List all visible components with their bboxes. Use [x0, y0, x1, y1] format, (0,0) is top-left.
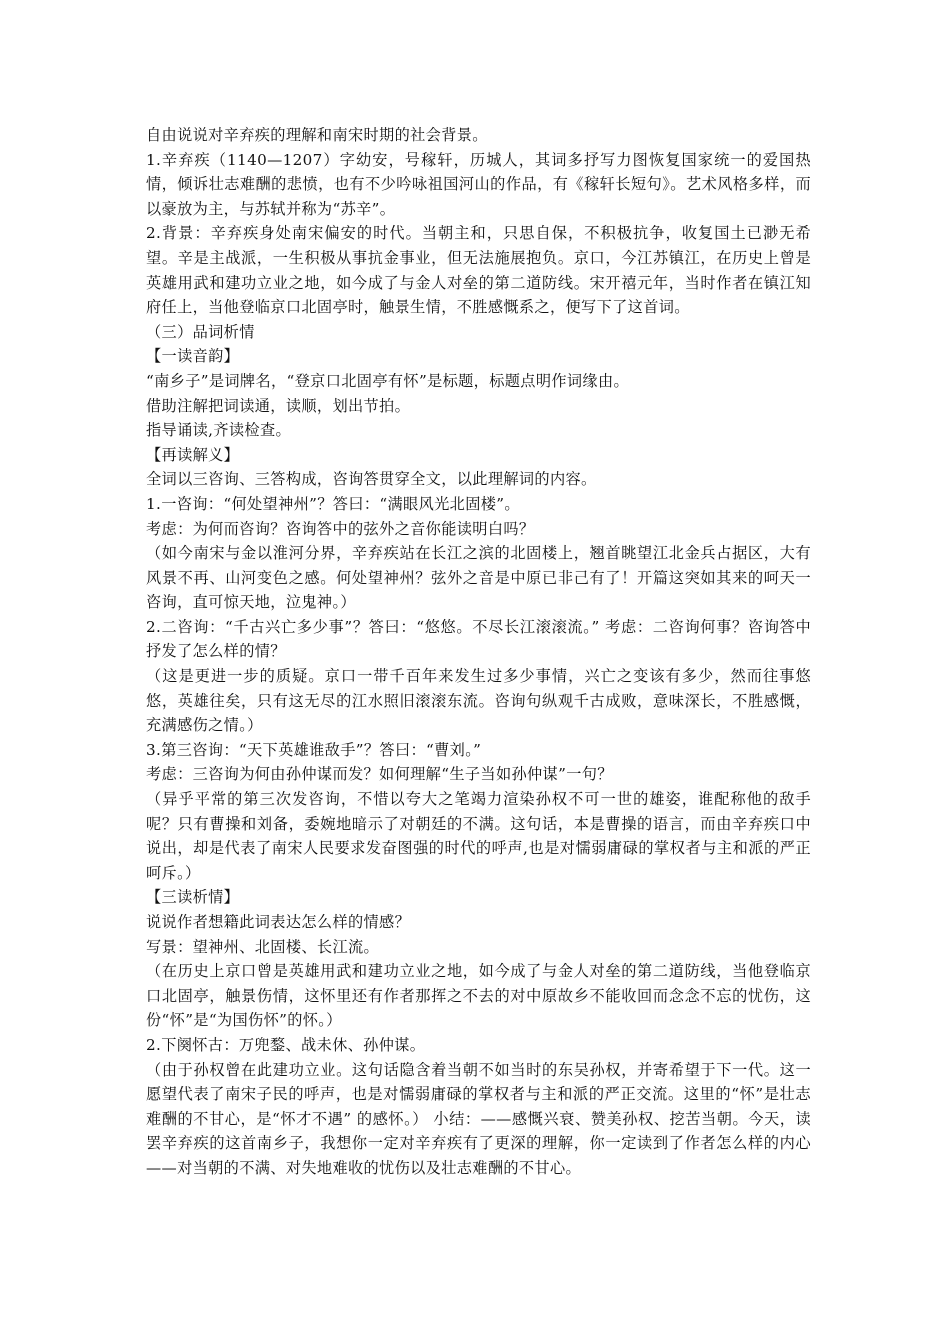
subheading-first-reading: 【一读音韵】: [146, 347, 240, 366]
paragraph-read-through: 借助注解把词读通，读顺，划出节拍。: [146, 396, 411, 415]
paragraph-question-1: 1.一咨询：“何处望神州”？答曰：“满眼风光北固楼”。: [146, 494, 520, 513]
paragraph-question-3: 3.第三咨询：“天下英雄谁敌手”？答曰：“曹刘。”: [146, 740, 482, 759]
paragraph-scenery: 写景：望神州、北固楼、长江流。: [146, 937, 380, 956]
paragraph-answer-2: （这是更进一步的质疑。京口一带千百年来发生过多少事情，兴亡之变该有多少，然而往事悠悠，英雄往矣，只有这无尽的江水照旧滚滚东流。咨询句纵观千古成败，意味深长，不胜感慨，充满感伤之情。）: [146, 667, 811, 735]
subheading-third-reading: 【三读析情】: [146, 888, 240, 907]
paragraph-background: 2.背景：辛弃疾身处南宋偏安的时代。当朝主和，只思自保，不积极抗争，收复国土已渺无希望。辛是主战派，一生积极从事抗金事业，但无法施展抱负。京口，今江苏镇江，在历史上曾是英雄用武和建功立业之地，如今成了与金人对垒的第二道防线。宋开禧元年，当时作者在镇江知府任上，当他登临京口北固亭时，触景生情，不胜感慨系之，便写下了这首词。: [146, 224, 811, 317]
paragraph-author-bio: 1.辛弃疾（1140—1207）字幼安，号稼轩，历城人，其词多抒写力图恢复国家统一的爱国热情，倾诉壮志难酬的悲愤，也有不少吟咏祖国河山的作品，有《稼轩长短句》。艺术风格多样，而以豪放为主，与苏轼并称为“苏辛”。: [146, 150, 811, 218]
section-heading-analysis: （三）品词析情: [146, 322, 255, 341]
paragraph-scenery-explain: （在历史上京口曾是英雄用武和建功立业之地，如今成了与金人对垒的第二道防线，当他登临京口北固亭，触景伤情，这怀里还有作者那挥之不去的对中原故乡不能收回而念念不忘的忧伤，这份“怀”是“为国伤怀”的怀。）: [146, 962, 811, 1030]
paragraph-structure: 全词以三咨询、三答构成，咨询答贯穿全文，以此理解词的内容。: [146, 470, 597, 489]
paragraph-answer-3: （异乎平常的第三次发咨询，不惜以夸大之笔竭力渲染孙权不可一世的雄姿，谁配称他的敌手呢？只有曹操和刘备，委婉地暗示了对朝廷的不满。这句话，本是曹操的语言，而由辛弃疾口中说出，却是代表了南宋人民要求发奋图强的时代的呼声,也是对懦弱庸碌的掌权者与主和派的严正呵斥。）: [146, 790, 811, 882]
paragraph-intro: 自由说说对辛弃疾的理解和南宋时期的社会背景。: [146, 126, 488, 144]
paragraph-summary: （由于孙权曾在此建功立业。这句话隐含着当朝不如当时的东吴孙权，并寄希望于下一代。这一愿望代表了南宋子民的呼声，也是对懦弱庸碌的掌权者与主和派的严正交流。这里的“怀”是壮志难酬的不甘心，是“怀才不遇” 的感怀。） 小结：——感慨兴衰、赞美孙权、挖苦当朝。今天，读罢辛弃疾的这首南乡子，我想你一定对辛弃疾有了更深的理解，你一定读到了作者怎么样的内心——对当朝的不满、对失地难收的忧伤以及壮志难酬的不甘心。: [146, 1060, 811, 1177]
paragraph-question-2: 2.二咨询：“千古兴亡多少事”？答曰：“悠悠。不尽长江滚滚流。” 考虑：二咨询何事？咨询答中抒发了怎么样的情？: [146, 617, 811, 661]
paragraph-emotion-question: 说说作者想籍此词表达怎么样的情感？: [146, 913, 411, 931]
paragraph-think-1: 考虑：为何而咨询？咨询答中的弦外之音你能读明白吗？: [146, 519, 535, 538]
paragraph-guided-reading: 指导诵读,齐读检查。: [146, 421, 292, 440]
paragraph-answer-1: （如今南宋与金以淮河分界，辛弃疾站在长江之滨的北固楼上，翘首眺望江北金兵占据区，大有风景不再、山河变色之感。何处望神州？弦外之音是中原已非己有了！开篇这突如其来的呵天一咨询，直可惊天地，泣鬼神。）: [146, 544, 811, 612]
document-body: [146, 123, 811, 1181]
subheading-second-reading: 【再读解义】: [146, 445, 240, 464]
paragraph-think-3: 考虑：三咨询为何由孙仲谋而发？如何理解“生子当如孙仲谋”一句？: [146, 765, 613, 784]
paragraph-history: 2.下阕怀古：万兜鍪、战未休、孙仲谋。: [146, 1035, 426, 1054]
paragraph-title-explain: “南乡子”是词牌名，“登京口北固亭有怀”是标题，标题点明作词缘由。: [146, 371, 630, 390]
